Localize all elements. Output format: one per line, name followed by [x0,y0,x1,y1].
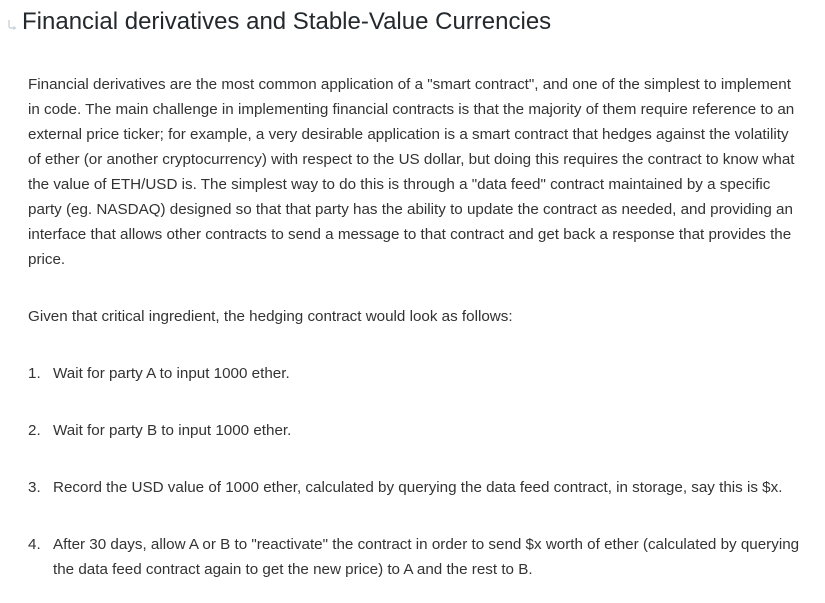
list-item-text: Record the USD value of 1000 ether, calculated by querying the data feed contract, in storage, say this is $x. [53,479,783,496]
list-item-text: Wait for party A to input 1000 ether. [53,365,290,382]
list-item [28,361,818,386]
list-item [28,418,818,443]
section-heading [6,6,551,38]
list-item-text: Wait for party B to input 1000 ether. [53,422,292,439]
paragraph-intro: Financial derivatives are the most common application of a "smart contract", and one of the simplest to implement in code. The main challenge in implementing financial contracts is that the majority of them require reference to an external price ticker; for example, a very desirable application is a smart contract that hedges against the volatility of ether (or another cryptocurrency) with respect to the US dollar, but doing this requires the contract to know what the value of ETH/USD is. The simplest way to do this is through a "data feed" contract maintained by a specific party (eg. NASDAQ) designed so that that party has the ability to update the contract as needed, and providing an interface that allows other contracts to send a message to that contract and get back a response that provides the price. [28,76,795,268]
list-item-number: 1. [28,365,41,382]
paragraph-lead-in: Given that critical ingredient, the hedging contract would look as follows: [28,308,513,325]
link-icon[interactable] [6,18,20,32]
list-item-number: 4. [28,536,41,553]
list-item [28,532,818,582]
list-item-text: After 30 days, allow A or B to "reactivate" the contract in order to send $x worth of ether (calculated by querying the data feed contract again to get the new price) to A and the rest to B. [53,536,800,578]
list-item [28,475,818,500]
list-item-number: 2. [28,422,41,439]
section-title: Financial derivatives and Stable-Value Currencies [22,8,552,35]
list-item-number: 3. [28,479,41,496]
